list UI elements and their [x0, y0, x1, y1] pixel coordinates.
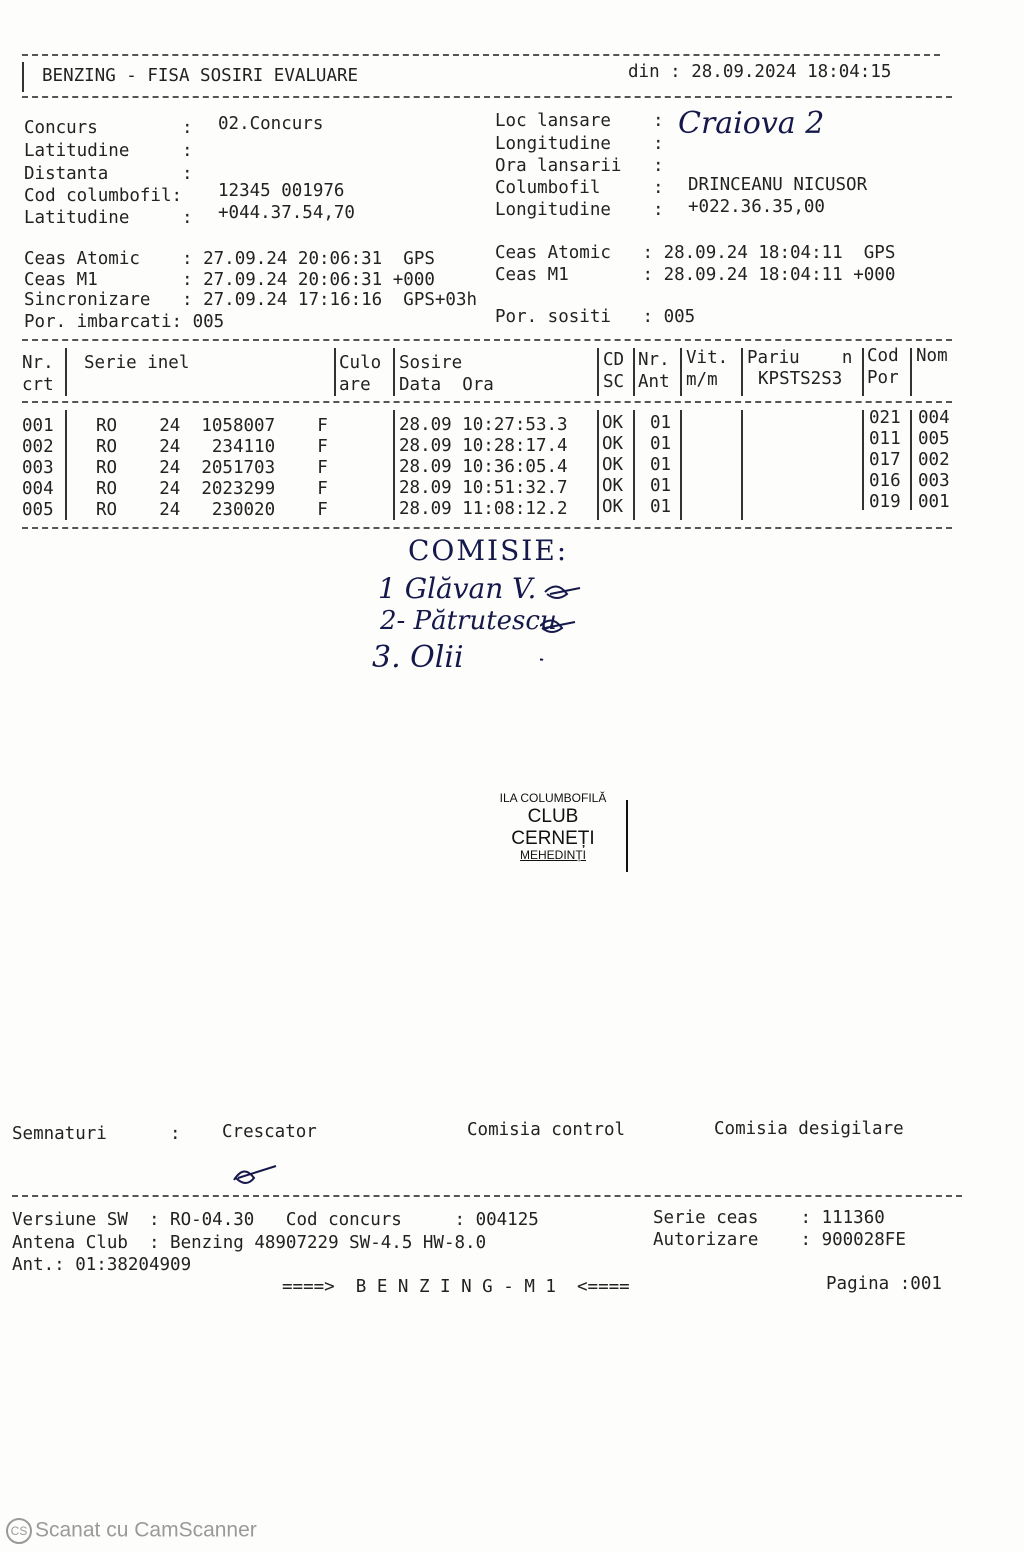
col-divider	[633, 348, 635, 396]
footer-rule	[12, 1195, 962, 1197]
scanner-text: Scanat cu CamScanner	[35, 1518, 257, 1542]
footer-banner: ====> B E N Z I N G - M 1 <====	[282, 1277, 630, 1297]
col-divider	[862, 410, 864, 510]
info-value: DRINCEANU NICUSOR	[688, 175, 868, 195]
info-label: Latitudine :	[24, 141, 193, 161]
cell-nr: 003	[22, 458, 54, 478]
col-divider	[862, 348, 864, 396]
cell-nr: 002	[22, 437, 54, 457]
footer-line: Autorizare : 900028FE	[653, 1230, 906, 1250]
col-divider	[741, 348, 743, 396]
col-divider	[65, 348, 67, 396]
page-number: Pagina :001	[826, 1274, 942, 1294]
col-divider	[741, 410, 743, 520]
col-header: Serie inel	[84, 353, 190, 373]
clock-line: Sincronizare : 27.09.24 17:16:16 GPS+03h	[24, 290, 478, 310]
signature-desigilare: Comisia desigilare	[714, 1119, 904, 1139]
col-header: Sosire	[399, 353, 463, 373]
cell-cd: OK	[602, 434, 624, 454]
cell-serie: RO 24 2051703 F	[96, 458, 328, 478]
commission-title: COMISIE:	[408, 534, 569, 567]
col-header: Pariu n	[747, 348, 853, 368]
stamp-line: MEHEDINȚI	[520, 848, 586, 863]
col-header: Cod	[867, 346, 899, 366]
commission-member: 1 Glăvan V.	[378, 572, 537, 605]
col-header: Nr.	[638, 350, 670, 370]
footer-line: Versiune SW : RO-04.30 Cod concurs : 004125	[12, 1210, 539, 1230]
col-header: CD	[603, 350, 625, 370]
stamp-line: CERNEȚI	[511, 827, 595, 849]
document-date: din : 28.09.2024 18:04:15	[628, 62, 892, 82]
cell-cd: OK	[602, 455, 624, 475]
col-header: Nr.	[22, 353, 54, 373]
signature-control: Comisia control	[467, 1120, 626, 1140]
info-value: +044.37.54,70	[218, 203, 355, 223]
cell-nom: 004	[918, 408, 950, 428]
signatures-label: Semnaturi :	[12, 1124, 181, 1144]
cell-cod: 019	[869, 492, 901, 512]
club-stamp	[478, 792, 628, 882]
cell-cod: 021	[869, 408, 901, 428]
cell-sosire: 28.09 10:51:32.7	[399, 478, 568, 498]
info-value: 02.Concurs	[218, 114, 324, 134]
col-header: Data Ora	[399, 375, 494, 395]
cell-sosire: 28.09 10:36:05.4	[399, 457, 568, 477]
col-divider	[334, 348, 336, 396]
cell-nom: 005	[918, 429, 950, 449]
table-header-rule	[22, 401, 952, 403]
cell-ant: 01	[650, 413, 672, 433]
col-header: crt	[22, 375, 54, 395]
cell-cod: 016	[869, 471, 901, 491]
cell-nom: 003	[918, 471, 950, 491]
signature-marks	[540, 578, 600, 678]
info-label: Ora lansarii :	[495, 156, 664, 176]
info-value: +022.36.35,00	[688, 197, 825, 217]
signature-crescator: Crescator	[222, 1122, 317, 1142]
info-label: Longitudine :	[495, 200, 664, 220]
cell-sosire: 28.09 11:08:12.2	[399, 499, 568, 519]
table-top-rule	[22, 339, 952, 341]
stamp-line: CLUB	[527, 805, 579, 827]
col-divider	[597, 410, 599, 520]
scanner-watermark	[6, 1518, 257, 1544]
cell-nom: 001	[918, 492, 950, 512]
document-title: BENZING - FISA SOSIRI EVALUARE	[42, 66, 359, 86]
cell-cod: 011	[869, 429, 901, 449]
cell-ant: 01	[650, 476, 672, 496]
info-label: Concurs :	[24, 118, 193, 138]
cell-cd: OK	[602, 497, 624, 517]
cell-serie: RO 24 234110 F	[96, 437, 328, 457]
commission-member: 2- Pătrutescu	[380, 606, 557, 636]
cell-serie: RO 24 1058007 F	[96, 416, 328, 436]
col-divider	[393, 348, 395, 396]
cell-ant: 01	[650, 455, 672, 475]
stamp-line: ILA COLUMBOFILĂ	[499, 791, 607, 805]
cell-sosire: 28.09 10:27:53.3	[399, 415, 568, 435]
info-label: Longitudine :	[495, 134, 664, 154]
col-divider	[910, 348, 912, 396]
col-header: Por	[867, 368, 899, 388]
footer-line: Antena Club : Benzing 48907229 SW-4.5 HW-8.0	[12, 1233, 487, 1253]
cell-ant: 01	[650, 434, 672, 454]
col-header: Vit.	[686, 348, 729, 368]
cell-cd: OK	[602, 476, 624, 496]
col-divider	[65, 410, 67, 520]
clock-line: Ceas M1 : 28.09.24 18:04:11 +000	[495, 265, 896, 285]
col-header: Culo	[339, 353, 382, 373]
cell-cod: 017	[869, 450, 901, 470]
cell-nom: 002	[918, 450, 950, 470]
col-header: Nom	[916, 346, 948, 366]
info-value: 12345 001976	[218, 181, 345, 201]
cell-nr: 001	[22, 416, 54, 436]
info-label: Columbofil :	[495, 178, 664, 198]
footer-line: Ant.: 01:38204909	[12, 1255, 192, 1275]
cell-sosire: 28.09 10:28:17.4	[399, 436, 568, 456]
col-divider	[910, 410, 912, 510]
info-label: Latitudine :	[24, 208, 193, 228]
clock-line: Por. imbarcati: 005	[24, 312, 225, 332]
col-header: are	[339, 375, 371, 395]
info-label: Cod columbofil:	[24, 186, 183, 206]
clock-line: Ceas Atomic : 28.09.24 18:04:11 GPS	[495, 243, 896, 263]
clock-line: Ceas M1 : 27.09.24 20:06:31 +000	[24, 270, 435, 290]
cell-serie: RO 24 2023299 F	[96, 479, 328, 499]
clock-line: Ceas Atomic : 27.09.24 20:06:31 GPS	[24, 249, 435, 269]
header-left-bar	[22, 62, 24, 92]
info-label: Loc lansare :	[495, 111, 664, 131]
breeder-signature	[230, 1158, 290, 1188]
handwritten-location: Craiova 2	[678, 106, 825, 141]
col-header: KPSTS2S3	[758, 369, 843, 389]
header-bottom-rule	[22, 96, 952, 98]
cell-ant: 01	[650, 497, 672, 517]
info-label: Distanta :	[24, 164, 193, 184]
footer-line: Serie ceas : 111360	[653, 1208, 885, 1228]
cell-nr: 005	[22, 500, 54, 520]
col-header: Ant	[638, 372, 670, 392]
col-divider	[393, 410, 395, 520]
col-header: SC	[603, 372, 625, 392]
col-divider	[597, 348, 599, 396]
clock-line: Por. sositi : 005	[495, 307, 696, 327]
header-top-rule	[22, 54, 940, 56]
col-divider	[680, 348, 682, 396]
col-divider	[633, 410, 635, 520]
col-divider	[680, 410, 682, 520]
stamp-border	[626, 800, 628, 872]
commission-member: 3. Olii	[372, 640, 464, 675]
cell-nr: 004	[22, 479, 54, 499]
cell-cd: OK	[602, 413, 624, 433]
col-header: m/m	[686, 370, 718, 390]
cs-icon: CS	[6, 1518, 32, 1544]
table-bottom-rule	[22, 527, 952, 529]
cell-serie: RO 24 230020 F	[96, 500, 328, 520]
